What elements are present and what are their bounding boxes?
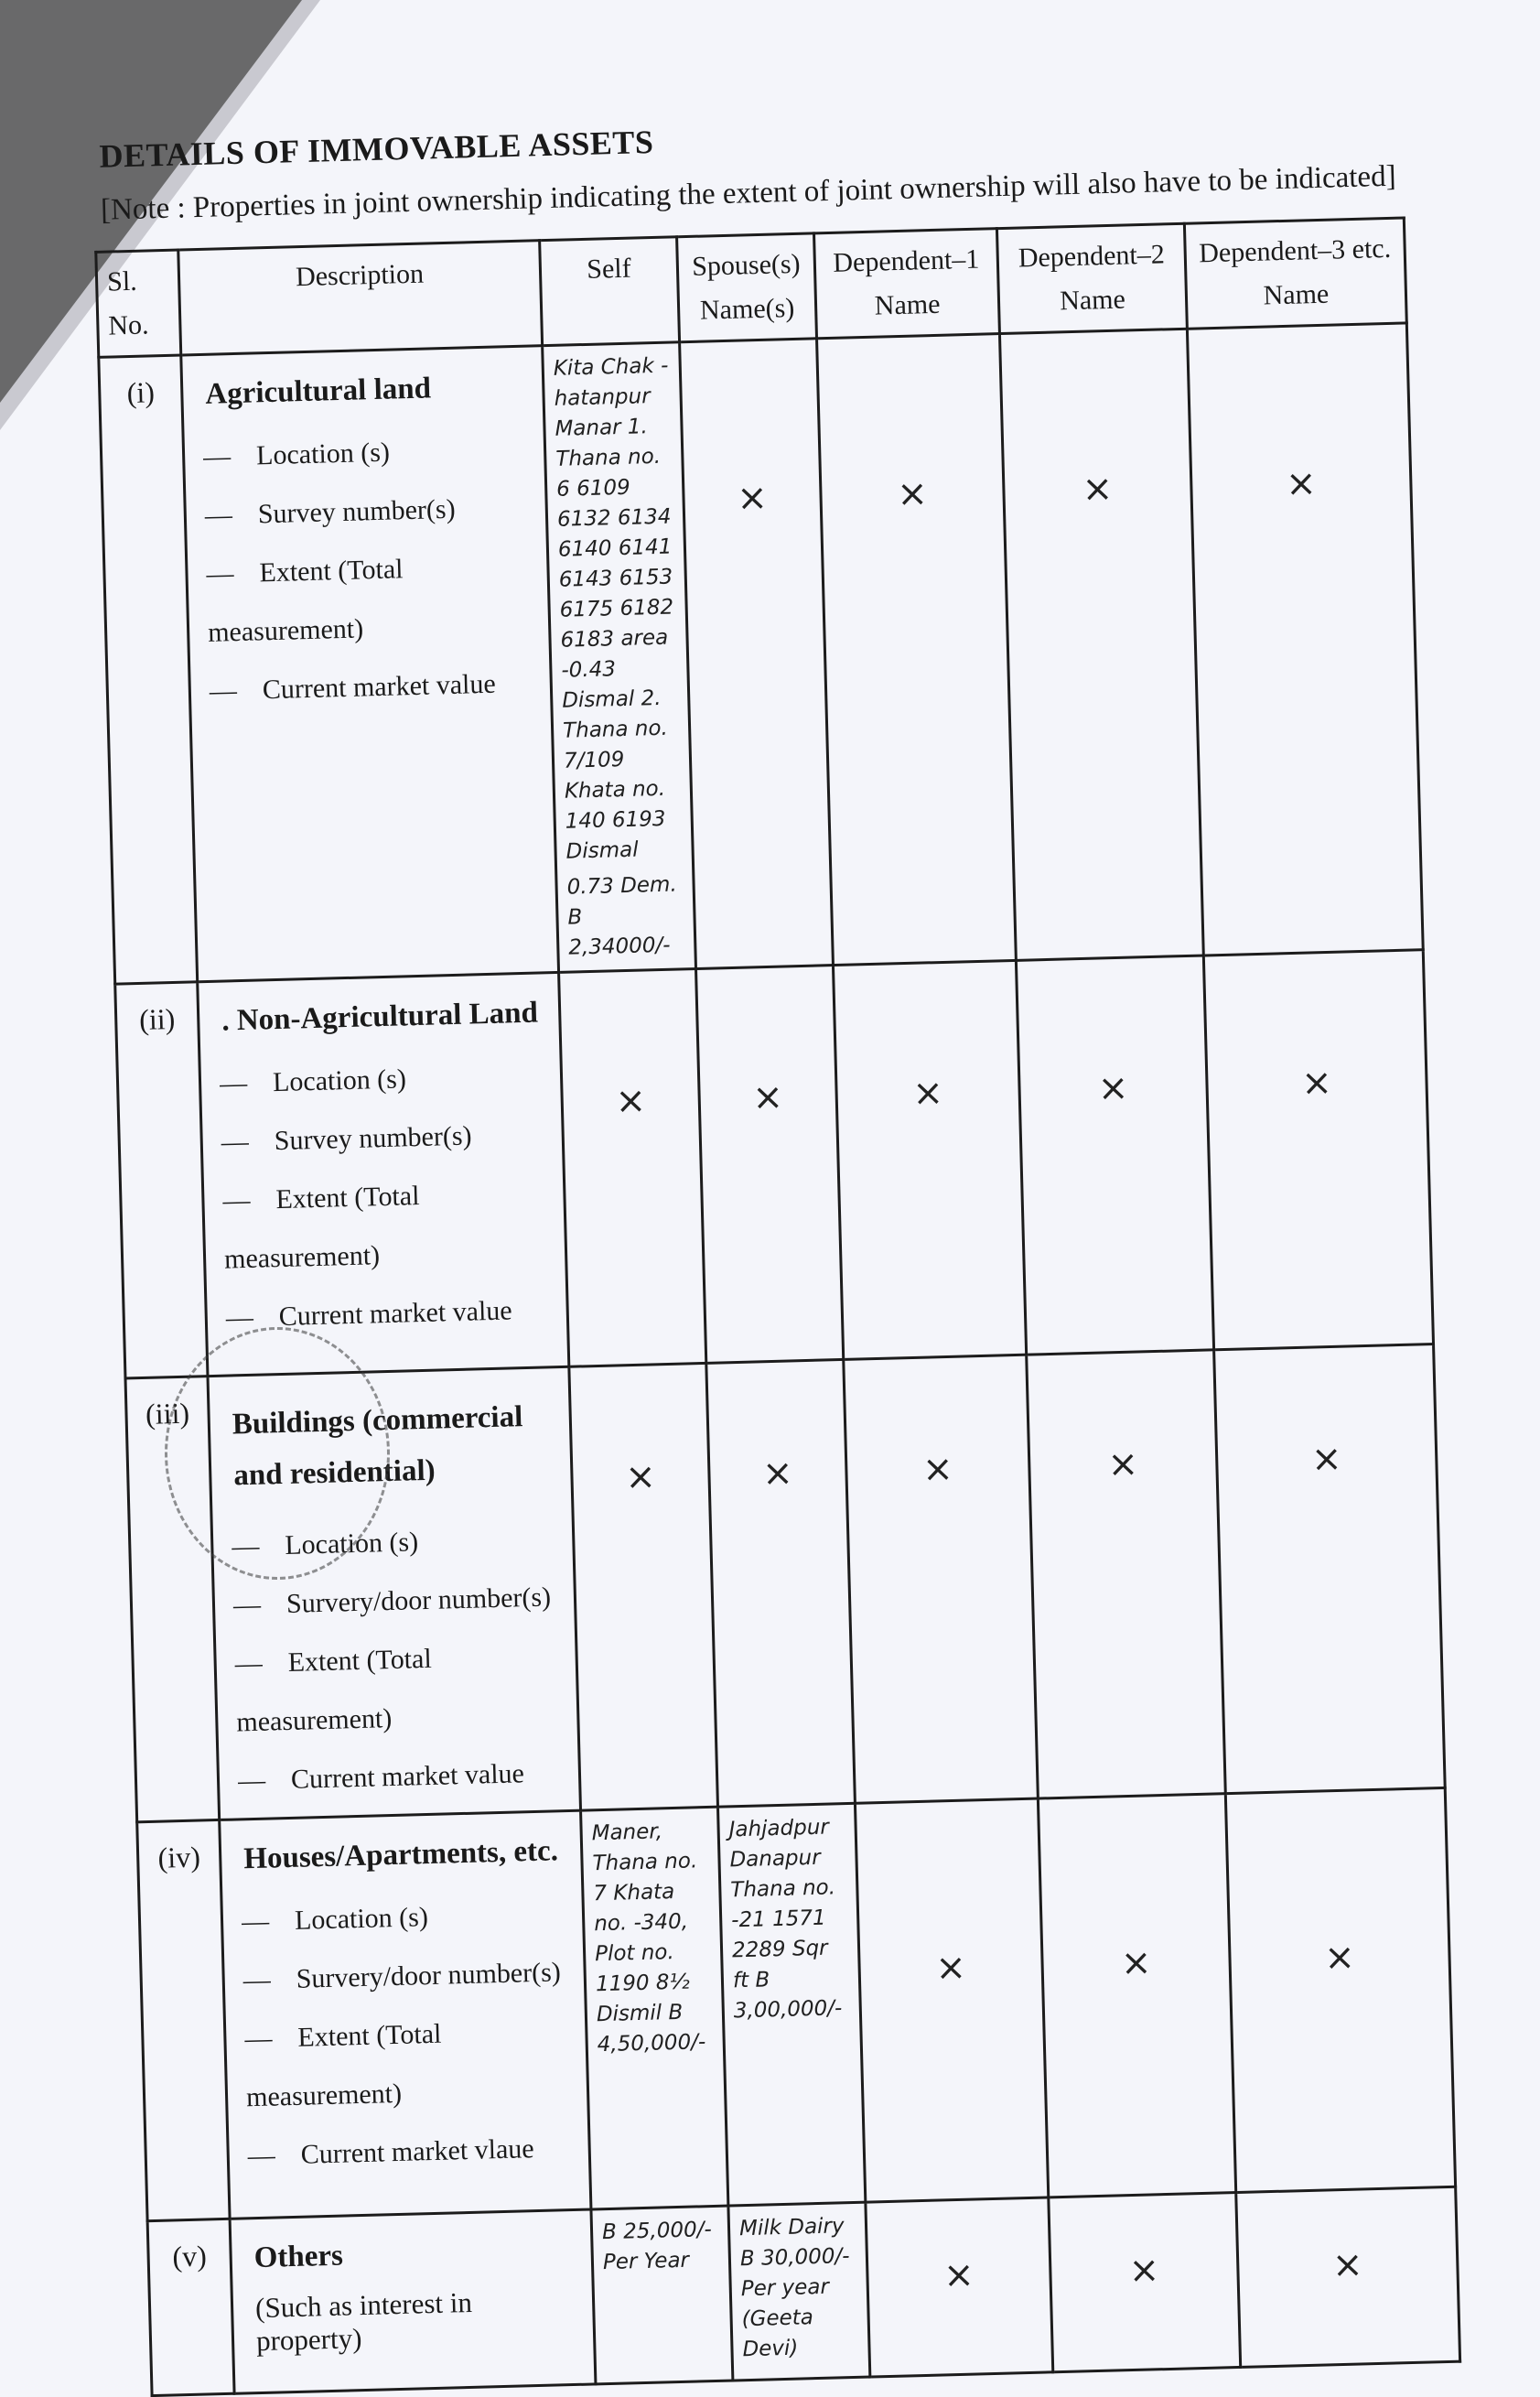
row-subtitle: (Such as interest in property) xyxy=(254,2285,473,2358)
cross-mark: × xyxy=(736,476,769,520)
table-row xyxy=(115,950,1434,1378)
cell-dependent-1 xyxy=(844,1355,1039,1803)
cell-spouse xyxy=(706,1359,856,1807)
cross-mark: × xyxy=(1310,1437,1343,1481)
list-item: — Survey number(s) xyxy=(195,478,537,545)
cross-mark: × xyxy=(896,472,929,516)
list-item: — Extent (Total measurement) xyxy=(225,1626,568,1753)
cell-self xyxy=(569,1363,718,1810)
cross-mark: × xyxy=(1300,1061,1333,1105)
row-description xyxy=(181,346,559,982)
handwritten-entry: Maner, Thana no. 7 Khata no. -340, Plot no. 1190 8½ Dismil B 4,50,000/- xyxy=(591,1819,706,2057)
header-self: Self xyxy=(540,237,680,346)
row-category: Houses/Apartments, etc. xyxy=(242,1834,559,1876)
list-item: — Survery/door number(s) xyxy=(223,1568,565,1636)
cell-self xyxy=(543,342,696,973)
document-note: [Note : Properties in joint ownership indicating the extent of joint ownership will also have to be indicated] xyxy=(100,159,1397,227)
document-title: DETAILS OF IMMOVABLE ASSETS xyxy=(99,123,654,175)
cross-mark: × xyxy=(1285,462,1318,505)
header-sl-no: Sl. No. xyxy=(96,250,181,357)
cross-mark: × xyxy=(624,1455,657,1499)
list-item: — Current market vlaue xyxy=(238,2119,580,2186)
cross-mark: × xyxy=(751,1075,784,1119)
cell-dependent-3 xyxy=(1236,2186,1460,2367)
cell-dependent-3 xyxy=(1203,950,1433,1350)
cross-mark: × xyxy=(761,1452,794,1495)
cross-mark: × xyxy=(921,1447,954,1491)
header-dependent-3: Dependent–3 etc. Name xyxy=(1184,218,1406,329)
cell-spouse xyxy=(728,2202,870,2381)
table-row xyxy=(147,2186,1460,2395)
assets-table xyxy=(94,216,1461,2397)
header-dependent-1: Dependent–1 Name xyxy=(814,229,1000,339)
cell-dependent-1 xyxy=(817,334,1017,966)
cell-dependent-1 xyxy=(855,1798,1048,2202)
header-description: Description xyxy=(178,241,543,355)
list-item: — Location (s) xyxy=(232,1884,574,1952)
cross-mark: × xyxy=(1106,1442,1139,1486)
row-category: Buildings (commercial and residential) xyxy=(232,1400,523,1493)
stamp-seal xyxy=(165,1327,390,1580)
cell-dependent-3 xyxy=(1187,323,1423,956)
list-item: — Current market value xyxy=(199,653,542,721)
cross-mark: × xyxy=(934,1946,967,1990)
cross-mark: × xyxy=(1331,2243,1364,2287)
cell-self xyxy=(591,2206,733,2384)
cross-mark: × xyxy=(1120,1941,1152,1985)
cell-dependent-2 xyxy=(1027,1350,1226,1798)
cross-mark: × xyxy=(911,1071,944,1115)
handwritten-entry: 0.73 Dem. B 2,34000/- xyxy=(566,872,678,960)
cell-dependent-3 xyxy=(1214,1344,1446,1794)
cell-dependent-1 xyxy=(866,2197,1053,2377)
cell-dependent-1 xyxy=(833,960,1026,1359)
list-item: — Extent (Total measurement) xyxy=(213,1163,556,1290)
table-row xyxy=(137,1787,1456,2220)
cross-mark: × xyxy=(1128,2249,1160,2293)
list-item: — Location (s) xyxy=(222,1509,565,1577)
cell-spouse xyxy=(717,1803,865,2206)
list-item: — Location (s) xyxy=(193,419,535,487)
row-serial: (ii) xyxy=(115,982,208,1378)
row-serial: (iii) xyxy=(125,1377,220,1822)
cell-dependent-2 xyxy=(1038,1794,1235,2197)
handwritten-entry: Milk Dairy B 30,000/- Per year (Geeta Devi) xyxy=(738,2214,850,2362)
row-items xyxy=(232,1884,579,2186)
cell-self xyxy=(581,1807,728,2209)
row-items xyxy=(210,1046,557,1348)
list-item: — Extent (Total measurement) xyxy=(197,536,540,663)
list-item: — Current market value xyxy=(216,1280,558,1348)
cross-mark: × xyxy=(1097,1066,1129,1110)
cross-mark: × xyxy=(942,2253,975,2297)
row-items xyxy=(193,419,541,721)
header-spouse: Spouse(s) Name(s) xyxy=(677,233,817,342)
cross-mark: × xyxy=(1082,467,1114,511)
cell-dependent-3 xyxy=(1225,1787,1455,2192)
row-serial: (iv) xyxy=(137,1819,230,2220)
row-category: Agricultural land xyxy=(204,372,432,411)
handwritten-entry: Kita Chak - hatanpur Manar 1. Thana no. 6 6109 6132 6134 6140 6141 6143 6153 6175 6182 6183 area -0.43 Dismal 2. Thana no. 7/109 Khata no. 140 6193 Dismal xyxy=(553,353,674,864)
row-serial: (v) xyxy=(147,2219,234,2395)
document-page xyxy=(92,102,1504,2397)
handwritten-entry: Jahjadpur Danapur Thana no. -21 1571 2289 Sqr ft B 3,00,000/- xyxy=(728,1815,843,2024)
row-description xyxy=(220,1810,591,2219)
list-item: — Survey number(s) xyxy=(211,1105,554,1172)
list-item: — Survery/door number(s) xyxy=(233,1943,576,2011)
header-dependent-2: Dependent–2 Name xyxy=(996,223,1187,333)
cross-mark: × xyxy=(614,1079,647,1123)
row-category: Others xyxy=(253,2239,344,2275)
cross-mark: × xyxy=(1323,1936,1356,1980)
cell-self xyxy=(559,969,706,1367)
cell-spouse xyxy=(680,339,834,969)
row-category: . Non-Agricultural Land xyxy=(221,996,539,1038)
list-item: — Location (s) xyxy=(210,1046,552,1114)
cell-dependent-2 xyxy=(1049,2193,1241,2372)
row-serial: (i) xyxy=(99,355,198,984)
row-description xyxy=(230,2209,596,2393)
cell-dependent-2 xyxy=(999,329,1203,960)
handwritten-entry: B 25,000/- Per Year xyxy=(601,2218,713,2275)
cell-spouse xyxy=(696,966,844,1364)
table-row xyxy=(99,323,1423,984)
list-item: — Current market value xyxy=(228,1744,570,1811)
row-description xyxy=(198,972,569,1376)
list-item: — Extent (Total measurement) xyxy=(235,2002,578,2128)
cell-dependent-2 xyxy=(1016,956,1213,1355)
